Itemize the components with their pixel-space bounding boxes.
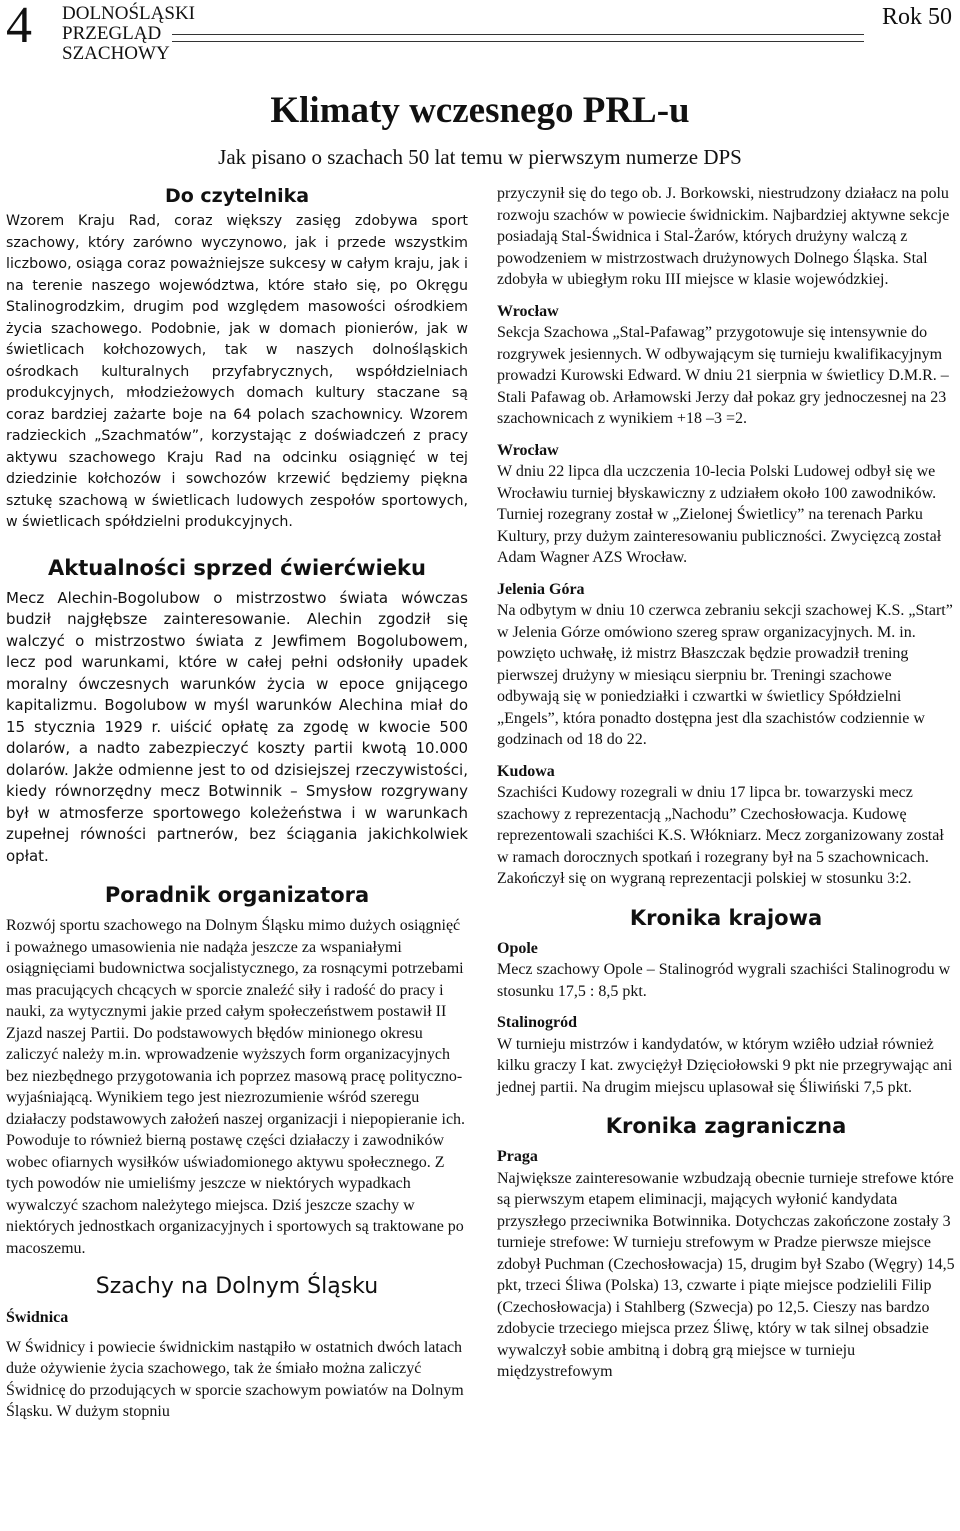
section-text-jelenia-gora: Na odbytym w dniu 10 czerwca zebraniu sekcji szachowej K.S. „Start” w Jelenia Górze omówiono szereg spraw organizacyjnych. M. in. powzięto uchwałę, iż mistrz Błaszczak będzie prowadził trening pierwszej drużyny w miesiącu sierpniu br. Treningi szachowe odbywają się w poniedziałki i czwartki w świetlicy Spółdzielni „Engels”, która ponadto dostępna jest dla szachistów codziennie w godzinach od 18 do 22. bbox=[497, 602, 953, 748]
article-subtitle: Jak pisano o szachach 50 lat temu w pierwszym numerze DPS bbox=[218, 145, 742, 169]
header-rule bbox=[172, 34, 864, 42]
section-text-wroclaw: Sekcja Szachowa „Stal-Pafawag” przygotowuje się intensywnie do rozgrywek jesiennych. W odbywającym się turnieju kwalifikacyjnym prowadzi Kurowski Edward. W dniu 21 sierpnia w świetlicy D.M.R. – Stali Pafawag ob. Arłamowski Jerzy dał pokaz gry jednoczesnej na 23 szachownicach z wynikiem +18 –3 =2. bbox=[497, 324, 949, 427]
city-subheading-wroclaw: Wrocław bbox=[497, 441, 559, 459]
section-heading-kronika-krajowa: Kronika krajowa bbox=[629, 905, 823, 930]
left-column bbox=[6, 183, 468, 1423]
section-text-opole: Mecz szachowy Opole – Stalinogród wygrali szachiści Stalinogrodu w stosunku 17,5 : 8,5 pkt. bbox=[497, 961, 951, 1000]
section-text-poradnik: Rozwój sportu szachowego na Dolnym Śląsku mimo dużych osiągnięć i poważnego umasowienia nie nadąża jeszcze za wspaniałymi osiągnięciami budownictwa socjalistycznego, za rosnącymi potrzebami mas pracujących chcących w sporcie znaleźć siły i radość do pracy i nauki, za wytycznymi jakie przed całym społeczeństwem postawił II Zjazd naszej Partii. Do podstawowych błędów minionego okresu zaliczyć należy m.in. wprowadzenie wyższych form organizacyjnych bez niezbędnego przygotowania ich poprzez masową pracę polityczno-wyjaśniającą. Wynikiem tego jest niezrozumienie wśród szeregu działaczy podstawowych założeń naszej organizacji i niepopieranie ich. Powoduje to również bierną postawę części działaczy i zawodników wobec ofiarnych wysiłków uświadomionego aktywu społecznego. Z tych powodów nie umieliśmy jeszcze w niektórych wypadkach wywalczyć szachom należytego miejsca. Dziś jeszcze szachy w niektórych jednostkach organizacyjnych i sportowych są traktowane po macoszemu. bbox=[6, 917, 466, 1257]
section-heading-aktualnosci: Aktualności sprzed ćwierćwieku bbox=[48, 555, 426, 580]
city-subheading-praga: Praga bbox=[497, 1148, 538, 1165]
masthead-line: DOLNOŚLĄSKI bbox=[62, 3, 195, 24]
section-text-stalinogrod: W turnieju mistrzów i kandydatów, w którym wziêło udział również kilku graczy I kat. zwyciężył Dzięciołowski 9 pkt nie przegrywając ani jednej partii. Na drugim miejscu uplasował się Śliwiński 7,5 pkt. bbox=[497, 1035, 953, 1096]
section-heading-szachy-dolny: Szachy na Dolnym Śląsku bbox=[95, 1274, 379, 1299]
section-text-kudowa: Szachiści Kudowy rozegrali w dniu 17 lipca br. towarzyski mecz szachowy z reprezentacją „Nachodu” Czechosłowacja. Kudowę reprezentowali szachiści K.S. Włókniarz. Mecz zorganizowany został w ramach dorocznych spotkań i rozegrany był na 5 szachownicach. Zakończył się on wygraną reprezentacji polskiej w stosunku 3:2. bbox=[497, 784, 944, 887]
section-heading-poradnik: Poradnik organizatora bbox=[104, 883, 370, 907]
city-subheading-wroclaw: Wrocław bbox=[497, 302, 559, 320]
section-text-wroclaw: W dniu 22 lipca dla uczczenia 10-lecia Polski Ludowej odbył się we Wrocławiu turniej błyskawiczny z udziałem około 100 zawodników. Turniej rozegrany został w „Zielonej Świetlicy” na terenach Parku Kultury, przy dużym zainteresowaniu publiczności. Zwycięzcą został Adam Wagner AZS Wrocław. bbox=[497, 463, 942, 566]
city-subheading-jelenia-gora: Jelenia Góra bbox=[497, 580, 585, 598]
masthead-line: PRZEGLĄD bbox=[62, 23, 162, 44]
section-text-praga: Największe zainteresowanie wzbudzają obecnie turnieje strefowe które są pierwszym etapem eliminacji, mających wyłonić kandydata przyszłego przeciwnika Botwinnika. Dotychczas zakończone zostały 3 turnieje strefowe: W turnieju strefowym w Pradze pierwsze miejsce zdobył Puchman (Czechosłowacja) 15, drugim był Szabo (Węgry) 14,5 pkt, trzeci Śliwa (Polska) 13, czwarte i piąte miejsce podzielili Filip (Czechosłowacja) i Stahlberg (Szwecja) po 12,5. Cieszy nas bardzo zdobycie trzeciego miejsca przez Śliwę, który w tak silnej obsadzie wywalczył sobie ambitną i dobrą grą miejsce w turnieju międzystrefowym bbox=[497, 1169, 955, 1380]
section-heading-kronika-zagraniczna: Kronika zagraniczna bbox=[605, 1114, 847, 1138]
article-title: Klimaty wczesnego PRL-u bbox=[270, 90, 690, 131]
right-column bbox=[497, 183, 955, 1383]
section-heading-czytelnika: Do czytelnika bbox=[164, 185, 310, 207]
city-subheading-kudowa: Kudowa bbox=[497, 762, 555, 780]
section-text-aktualnosci: Mecz Alechin-Bogolubow o mistrzostwo świata wówczas budził najgłębsze zainteresowanie. Alechin zgodził się walczyć o mistrzostwo świata z Jewfimem Bogolubowem, lecz pod warunkami, które w całej pełni odsłoniły upadek moralny ówczesnych warunków życia w epoce gnijącego kapitalizmu. Bogolubow w myśl warunków Alechina miał do 15 stycznia 1929 r. uiścić opłatę za zgodę w kwocie 500 dolarów, a nadto zabezpieczyć koszty partii kwotą 10.000 dolarów. Jakże odmienne jest to od dzisiejszej rzeczywistości, kiedy równorzędny mecz Botwinnik – Smysłow rozgrywany był w atmosferze sportowego koleżeństwa i w warunkach zupełnej równości partnerów, bez ściągania jakichkolwiek opłat. bbox=[6, 588, 468, 865]
city-subheading-swidnica: Świdnica bbox=[6, 1309, 69, 1326]
masthead-line: SZACHOWY bbox=[62, 43, 170, 64]
section-text-czytelnika: Wzorem Kraju Rad, coraz większy zasięg zdobywa sport szachowy, który zarówno wyczynowo, jak i przede wszystkim liczbowo, osiąga coraz poważniejsze sukcesy w całym kraju, jak i na terenie naszego województwa, które stało się, po Okręgu Stalinogrodzkim, drugim pod względem masowości ośrodkiem życia szachowego. Podobnie, jak w domach pionierów, jak w świetlicach kołchozowych, tak w naszych dolnośląskich ośrodkach kulturalnych przyfabrycznych, współdzielniach produkcyjnych, młodzieżowych domach kultury staczane są coraz bardziej zażarte boje na 64 polach szachownicy. Wzorem radzieckich „Szachmatów”, korzystając z doświadczeń z pracy aktywu szachowego Kraju Rad na odcinku osiągnięć w tej dziedzinie kołchozów i sowchozów krzewić będziemy piękna sztukę szachową w świetlicach ludowych zespołów sportowych, w świetlicach spółdzielni produkcyjnych. bbox=[6, 213, 468, 530]
page-number: 4 bbox=[6, 0, 32, 54]
year-label: Rok 50 bbox=[881, 4, 952, 30]
page-header bbox=[0, 0, 960, 66]
city-subheading-stalinogrod: Stalinogród bbox=[497, 1014, 578, 1031]
city-subheading-opole: Opole bbox=[497, 939, 538, 957]
continued-text: przyczynił się do tego ob. J. Borkowski, niestrudzony działacz na polu rozwoju szachów w powiecie świdnickim. Najbardziej aktywne sekcje posiadają Stal-Świdnica i Stal-Żarów, których drużyny walczą z powodzeniem w mistrzostwach drużynowych Dolnego Śląska. Stal zdobyła w ubiegłym roku III miejsce w klasie wojewódzkiej. bbox=[497, 185, 950, 288]
section-text-swidnica: W Świdnicy i powiecie świdnickim nastąpiło w ostatnich dwóch latach duże ożywienie życia szachowego, tak że śmiało można zaliczyć Świdnicę do przodujących w sporcie szachowym powiatów na Dolnym Śląsku. W dużym stopniu bbox=[6, 1338, 464, 1420]
